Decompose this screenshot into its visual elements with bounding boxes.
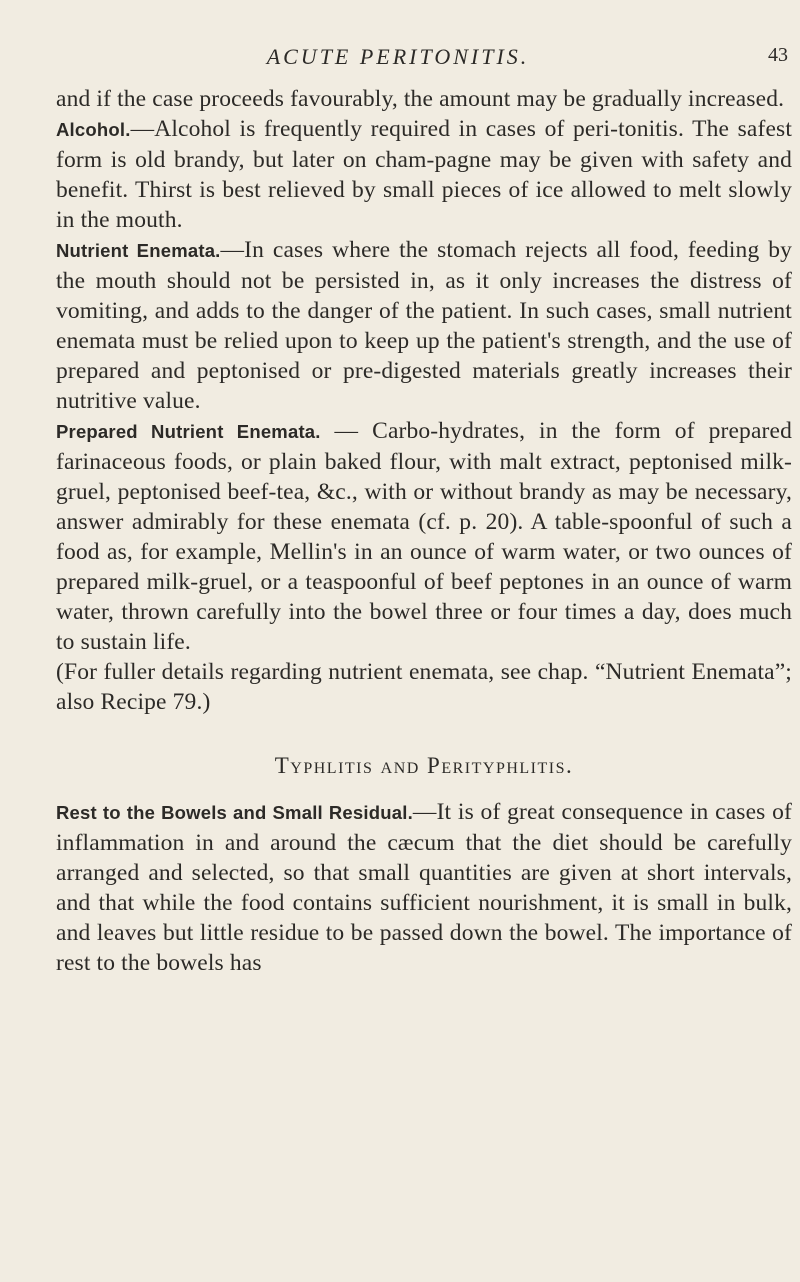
- run-in-heading: Alcohol.: [56, 119, 131, 140]
- page-number: 43: [768, 44, 788, 66]
- body-text: [56, 84, 792, 978]
- paragraph-nutrient-enemata: [56, 235, 792, 416]
- paragraph-prepared-nutrient-enemata: [56, 416, 792, 657]
- running-head: [56, 44, 792, 74]
- run-in-heading: Prepared Nutrient Enemata.: [56, 421, 321, 442]
- run-in-heading: Nutrient Enemata.: [56, 240, 221, 261]
- paragraph-continuation: [56, 84, 792, 114]
- run-in-heading: Rest to the Bowels and Small Residual.: [56, 802, 413, 823]
- section-heading: Typhlitis and Perityphlitis.: [274, 753, 574, 778]
- paragraph-text: —In cases where the stomach rejects all food, feeding by the mouth should not be persisted in, as it only increases the distress of vomiting, and adds to the danger of the patient. In such cases, small nutrient enemata must be relied upon to keep up the patient's strength, and the use of prepared and peptonised or pre-digested materials greatly increases their nutritive value.: [56, 237, 792, 414]
- paragraph-alcohol: [56, 114, 792, 235]
- paragraph-text: — Carbo-hydrates, in the form of prepared farinaceous foods, or plain baked flour, with malt extract, peptonised milk-gruel, peptonised beef-tea, &c., with or without brandy as may be necessary, answer admirably for these enemata (cf. p. 20). A table-spoonful of such a food as, for example, Mellin's in an ounce of warm water, or two ounces of prepared milk-gruel, or a teaspoonful of beef peptones in an ounce of warm water, thrown carefully into the bowel three or four times a day, does much to sustain life.: [56, 418, 792, 655]
- paragraph-fuller-details: [56, 657, 792, 717]
- paragraph-text: —Alcohol is frequently required in cases of peri-tonitis. The safest form is old brandy, but later on cham-pagne may be given with safety and benefit. Thirst is best relieved by small pieces of ice allowed to melt slowly in the mouth.: [56, 116, 792, 233]
- paragraph-text: (For fuller details regarding nutrient enemata, see chap. “Nutrient Enemata”; also Recipe 79.): [56, 659, 792, 715]
- paragraph-rest-to-bowels: [56, 797, 792, 978]
- running-title: ACUTE PERITONITIS.: [266, 44, 530, 69]
- paragraph-text: and if the case proceeds favourably, the amount may be gradually increased.: [56, 86, 785, 112]
- paragraph-text: —It is of great consequence in cases of inflammation in and around the cæcum that the diet should be carefully arranged and selected, so that small quantities are given at short intervals, and that while the food contains sufficient nourishment, it is small in bulk, and leaves but little residue to be passed down the bowel. The importance of rest to the bowels has: [56, 799, 793, 976]
